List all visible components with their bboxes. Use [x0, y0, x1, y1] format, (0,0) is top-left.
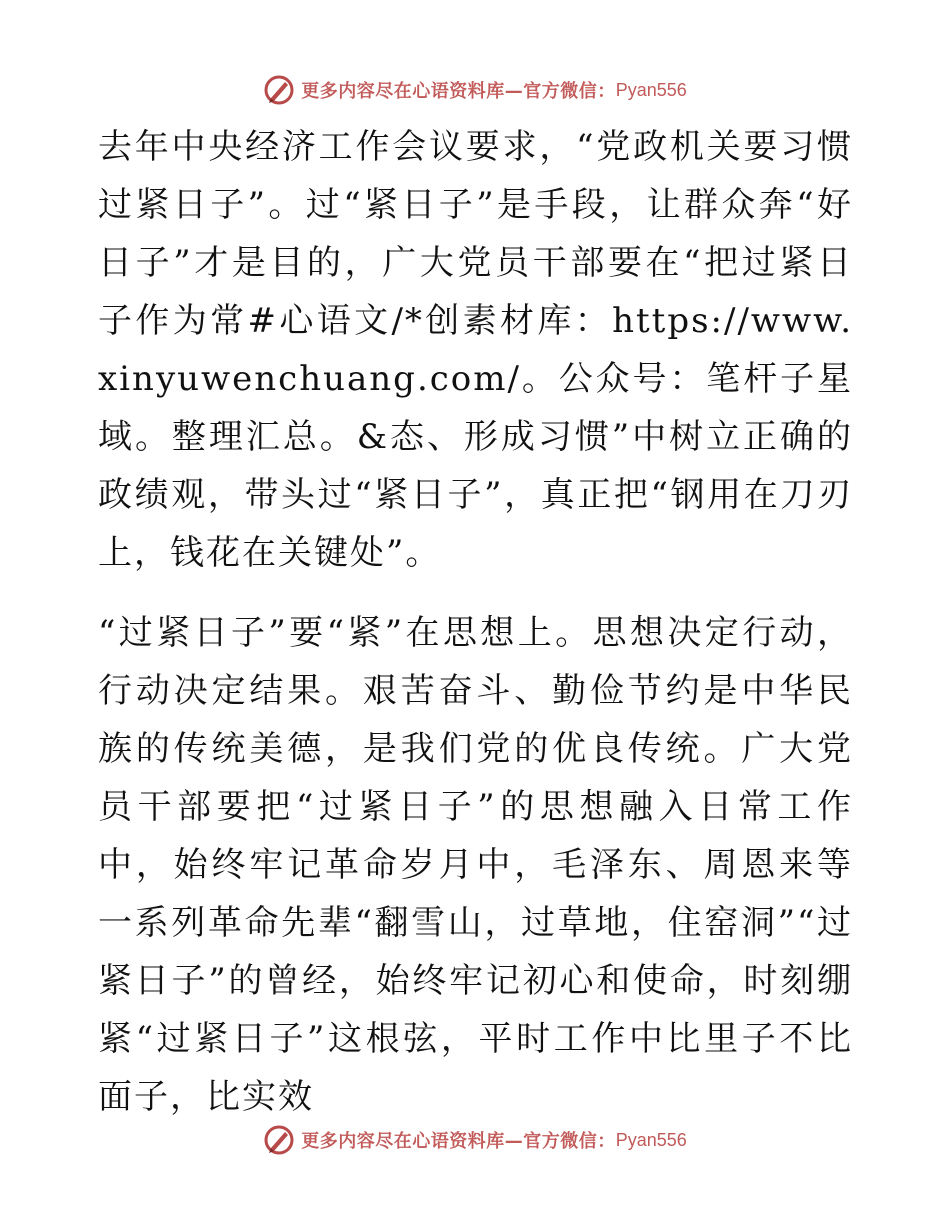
footer-banner	[0, 1120, 950, 1160]
pen-logo-icon	[263, 1124, 295, 1156]
banner-wechat-id: Pyan556	[615, 1129, 687, 1150]
banner-wechat-id: Pyan556	[615, 79, 687, 100]
banner-text: 更多内容尽在心语资料库—官方微信：	[301, 81, 616, 102]
pen-logo-icon	[263, 74, 295, 106]
paragraph: 去年中央经济工作会议要求，“党政机关要习惯过紧日子”。过“紧日子”是手段，让群众奔“好日子”才是目的，广大党员干部要在“把过紧日子作为常#心语文/*创素材库：https://www.xinyuwenchuang.com/。公众号：笔杆子星域。整理汇总。&态、形成习惯”中树立正确的政绩观，带头过“紧日子”，真正把“钢用在刀刃上，钱花在关键处”。	[98, 127, 853, 573]
header-banner	[0, 70, 950, 110]
paragraph: “过紧日子”要“紧”在思想上。思想决定行动，行动决定结果。艰苦奋斗、勤俭节约是中华民族的传统美德，是我们党的优良传统。广大党员干部要把“过紧日子”的思想融入日常工作中，始终牢记革命岁月中，毛泽东、周恩来等一系列革命先辈“翻雪山，过草地，住窑洞”“过紧日子”的曾经，始终牢记初心和使命，时刻绷紧“过紧日子”这根弦，平时工作中比里子不比面子，比实效	[98, 613, 853, 1117]
document-body	[98, 118, 853, 1126]
banner-text: 更多内容尽在心语资料库—官方微信：	[301, 1131, 616, 1152]
